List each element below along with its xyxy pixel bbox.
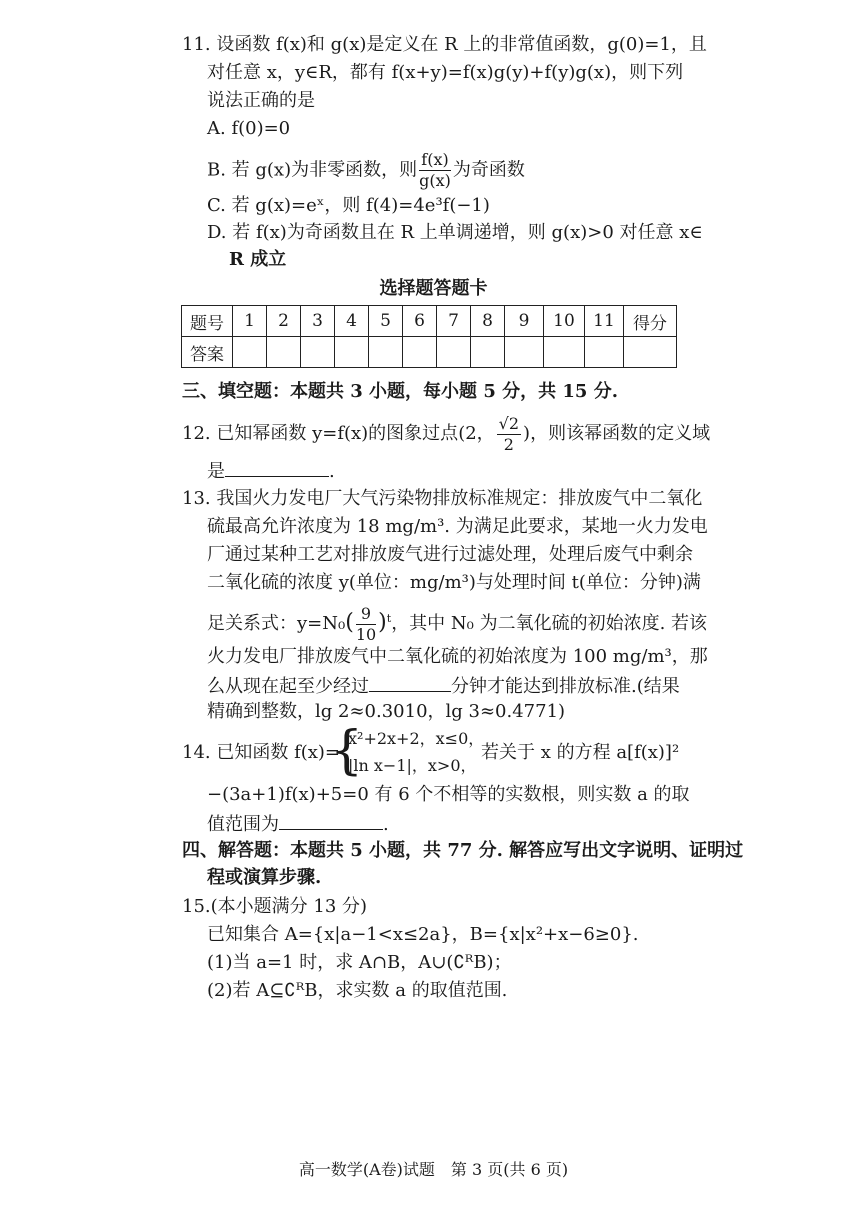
score-label-cell: 得分 [624, 306, 677, 337]
answer-card-header-label: 题号 [182, 306, 233, 337]
q14-line3-text: 值范围为 [207, 814, 279, 835]
section-solution-heading: 四、解答题：本题共 5 小题，共 77 分. 解答应写出文字说明、证明过 [182, 840, 744, 861]
fraction-denominator: 2 [503, 434, 514, 454]
question-number-cell: 6 [403, 306, 437, 337]
q12-line2 [207, 458, 335, 484]
q13-line5 [207, 597, 708, 644]
q13-line1: 13. 我国火力发电厂大气污染物排放标准规定：排放废气中二氧化 [182, 488, 703, 509]
q13-answer-blank[interactable] [369, 673, 451, 692]
fraction-denominator: g(x) [419, 171, 451, 190]
answer-cell[interactable] [505, 337, 544, 368]
q11-option-b [207, 150, 525, 190]
q13-line7-text: 么从现在起至少经过 [207, 676, 369, 697]
q14-line3 [207, 811, 389, 837]
question-number-cell: 1 [233, 306, 267, 337]
answer-cell[interactable] [335, 337, 369, 368]
q15-part2: (2)若 A⊆∁ᴿB，求实数 a 的取值范围. [207, 980, 508, 1001]
q15-part1: (1)当 a=1 时，求 A∩B，A∪(∁ᴿB)； [207, 952, 512, 973]
q11-option-b-fraction [419, 150, 451, 191]
section-solution-heading-line2: 程或演算步骤. [207, 867, 322, 888]
answer-cell[interactable] [585, 337, 624, 368]
question-number-cell: 5 [369, 306, 403, 337]
paren-close: ) [378, 610, 387, 635]
q14-line2: −(3a+1)f(x)+5=0 有 6 个不相等的实数根，则实数 a 的取 [207, 784, 690, 805]
q13-line2: 硫最高允许浓度为 18 mg/m³. 为满足此要求，某地一火力发电 [207, 516, 708, 537]
question-number-cell: 2 [267, 306, 301, 337]
q11-option-b-tail: 为奇函数 [452, 159, 525, 181]
q11-line2: 对任意 x，y∈R，都有 f(x+y)=f(x)g(y)+f(y)g(x)，则下列 [207, 62, 684, 83]
question-number-cell: 11 [585, 306, 624, 337]
q13-line4: 二氧化硫的浓度 y(单位：mg/m³)与处理时间 t(单位：分钟)满 [207, 572, 701, 593]
q14-case2: |ln x−1|，x>0， [348, 756, 477, 775]
page-footer: 高一数学(A卷)试题 第 3 页(共 6 页) [298, 1160, 569, 1179]
answer-card-answer-row [182, 337, 677, 368]
q14-line3-end: . [383, 814, 389, 835]
question-number-cell: 4 [335, 306, 369, 337]
q11-line3: 说法正确的是 [207, 90, 315, 111]
q12-answer-blank[interactable] [225, 458, 329, 477]
q11-line1: 11. 设函数 f(x)和 g(x)是定义在 R 上的非常值函数，g(0)=1，且 [182, 34, 707, 55]
answer-card-title: 选择题答题卡 [379, 278, 488, 299]
fraction-numerator: √2 [498, 413, 520, 433]
q12-line1 [182, 412, 710, 456]
answer-cell[interactable] [233, 337, 267, 368]
answer-cell[interactable] [369, 337, 403, 368]
q14-case1: x²+2x+2，x≤0， [348, 729, 485, 748]
q13-fraction [356, 604, 376, 645]
question-number-cell: 9 [505, 306, 544, 337]
q12-text: 12. 已知幂函数 y=f(x)的图象过点 [182, 423, 459, 444]
q13-exponent: t [386, 612, 392, 625]
q12-fraction [497, 414, 521, 455]
q12-line2-end: . [329, 461, 335, 482]
q11-option-c: C. 若 g(x)=eˣ，则 f(4)=4e³f(−1) [207, 195, 490, 216]
q15-line1: 已知集合 A={x|a−1<x≤2a}，B={x|x²+x−6≥0}. [207, 924, 639, 945]
question-number-cell: 10 [544, 306, 585, 337]
answer-cell[interactable] [544, 337, 585, 368]
answer-cell[interactable] [301, 337, 335, 368]
q13-line6: 火力发电厂排放废气中二氧化硫的初始浓度为 100 mg/m³，那 [207, 646, 708, 667]
q13-line7-tail: 分钟才能达到排放标准.(结果 [451, 676, 680, 697]
paren-open: ( [345, 610, 354, 635]
fraction-numerator: 9 [356, 604, 376, 625]
q14-intro: 14. 已知函数 f(x)= [182, 742, 341, 763]
answer-cell[interactable] [437, 337, 471, 368]
answer-cell[interactable] [471, 337, 505, 368]
score-cell[interactable] [624, 337, 677, 368]
q12-text-tail: )，则该幂函数的定义域 [523, 423, 711, 444]
q13-line7 [207, 673, 680, 699]
fraction-numerator: f(x) [419, 150, 451, 171]
answer-cell[interactable] [267, 337, 301, 368]
question-number-cell: 7 [437, 306, 471, 337]
q11-option-a: A. f(0)=0 [207, 118, 291, 139]
q13-line5-tail: ，其中 N₀ 为二氧化硫的初始浓度. 若该 [391, 613, 708, 634]
answer-card-answer-label: 答案 [182, 337, 233, 368]
q12-line2-text: 是 [207, 461, 225, 482]
q14-answer-blank[interactable] [279, 811, 383, 830]
question-number-cell: 3 [301, 306, 335, 337]
q14-line1-tail: 若关于 x 的方程 a[f(x)]² [481, 742, 680, 763]
q11-option-d-line1: D. 若 f(x)为奇函数且在 R 上单调递增，则 g(x)>0 对任意 x∈ [207, 222, 703, 243]
q11-option-b-text: B. 若 g(x)为非零函数，则 [207, 159, 418, 181]
section-fill-in-heading: 三、填空题：本题共 3 小题，每小题 5 分，共 15 分. [182, 381, 618, 402]
piecewise-brace: { [330, 721, 364, 781]
q13-line3: 厂通过某种工艺对排放废气进行过滤处理，处理后废气中剩余 [207, 544, 693, 565]
q15-header: 15.(本小题满分 13 分) [182, 896, 368, 917]
question-number-cell: 8 [471, 306, 505, 337]
q12-point-open: (2， [458, 423, 495, 444]
q11-option-d-line2: R 成立 [229, 249, 287, 270]
q13-formula-text: 足关系式：y=N₀ [207, 613, 346, 634]
fraction-denominator: 10 [355, 624, 377, 644]
q13-line8: 精确到整数，lg 2≈0.3010，lg 3≈0.4771) [207, 701, 566, 722]
answer-card-table [181, 305, 677, 368]
answer-cell[interactable] [403, 337, 437, 368]
answer-card-header-row [182, 306, 677, 337]
